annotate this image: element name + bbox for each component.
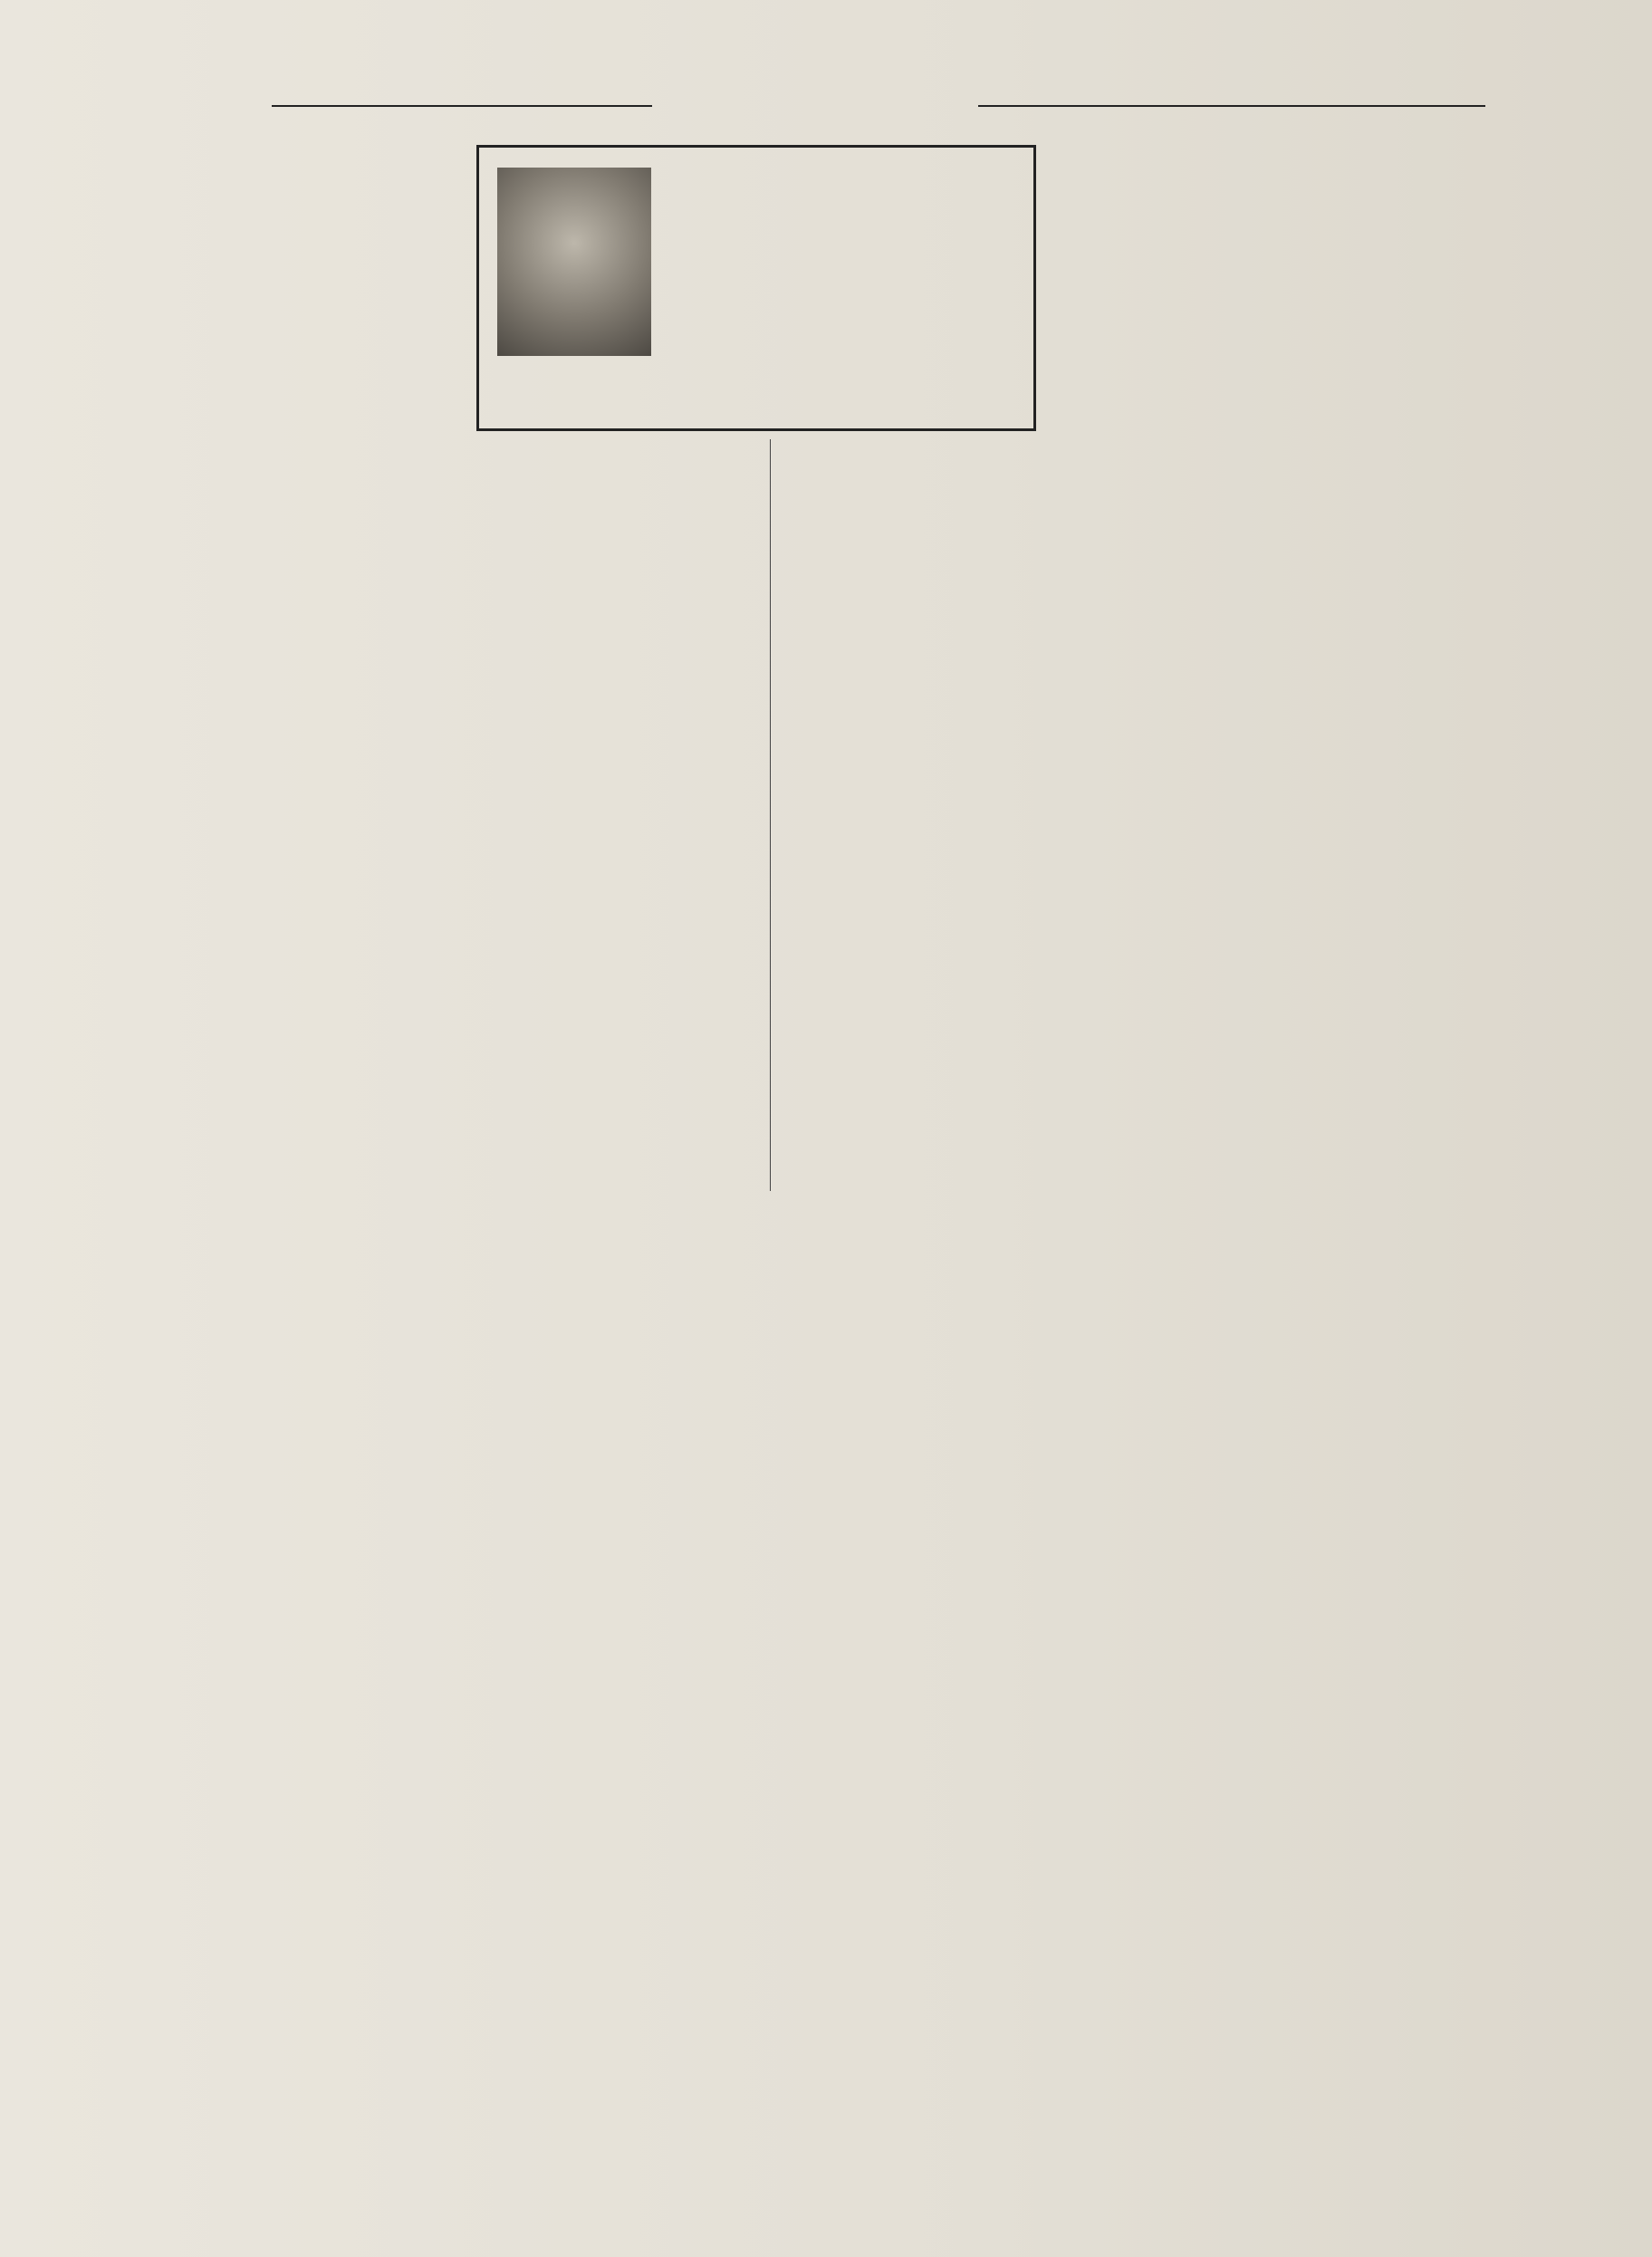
mashiny-column-1 <box>779 625 938 1186</box>
